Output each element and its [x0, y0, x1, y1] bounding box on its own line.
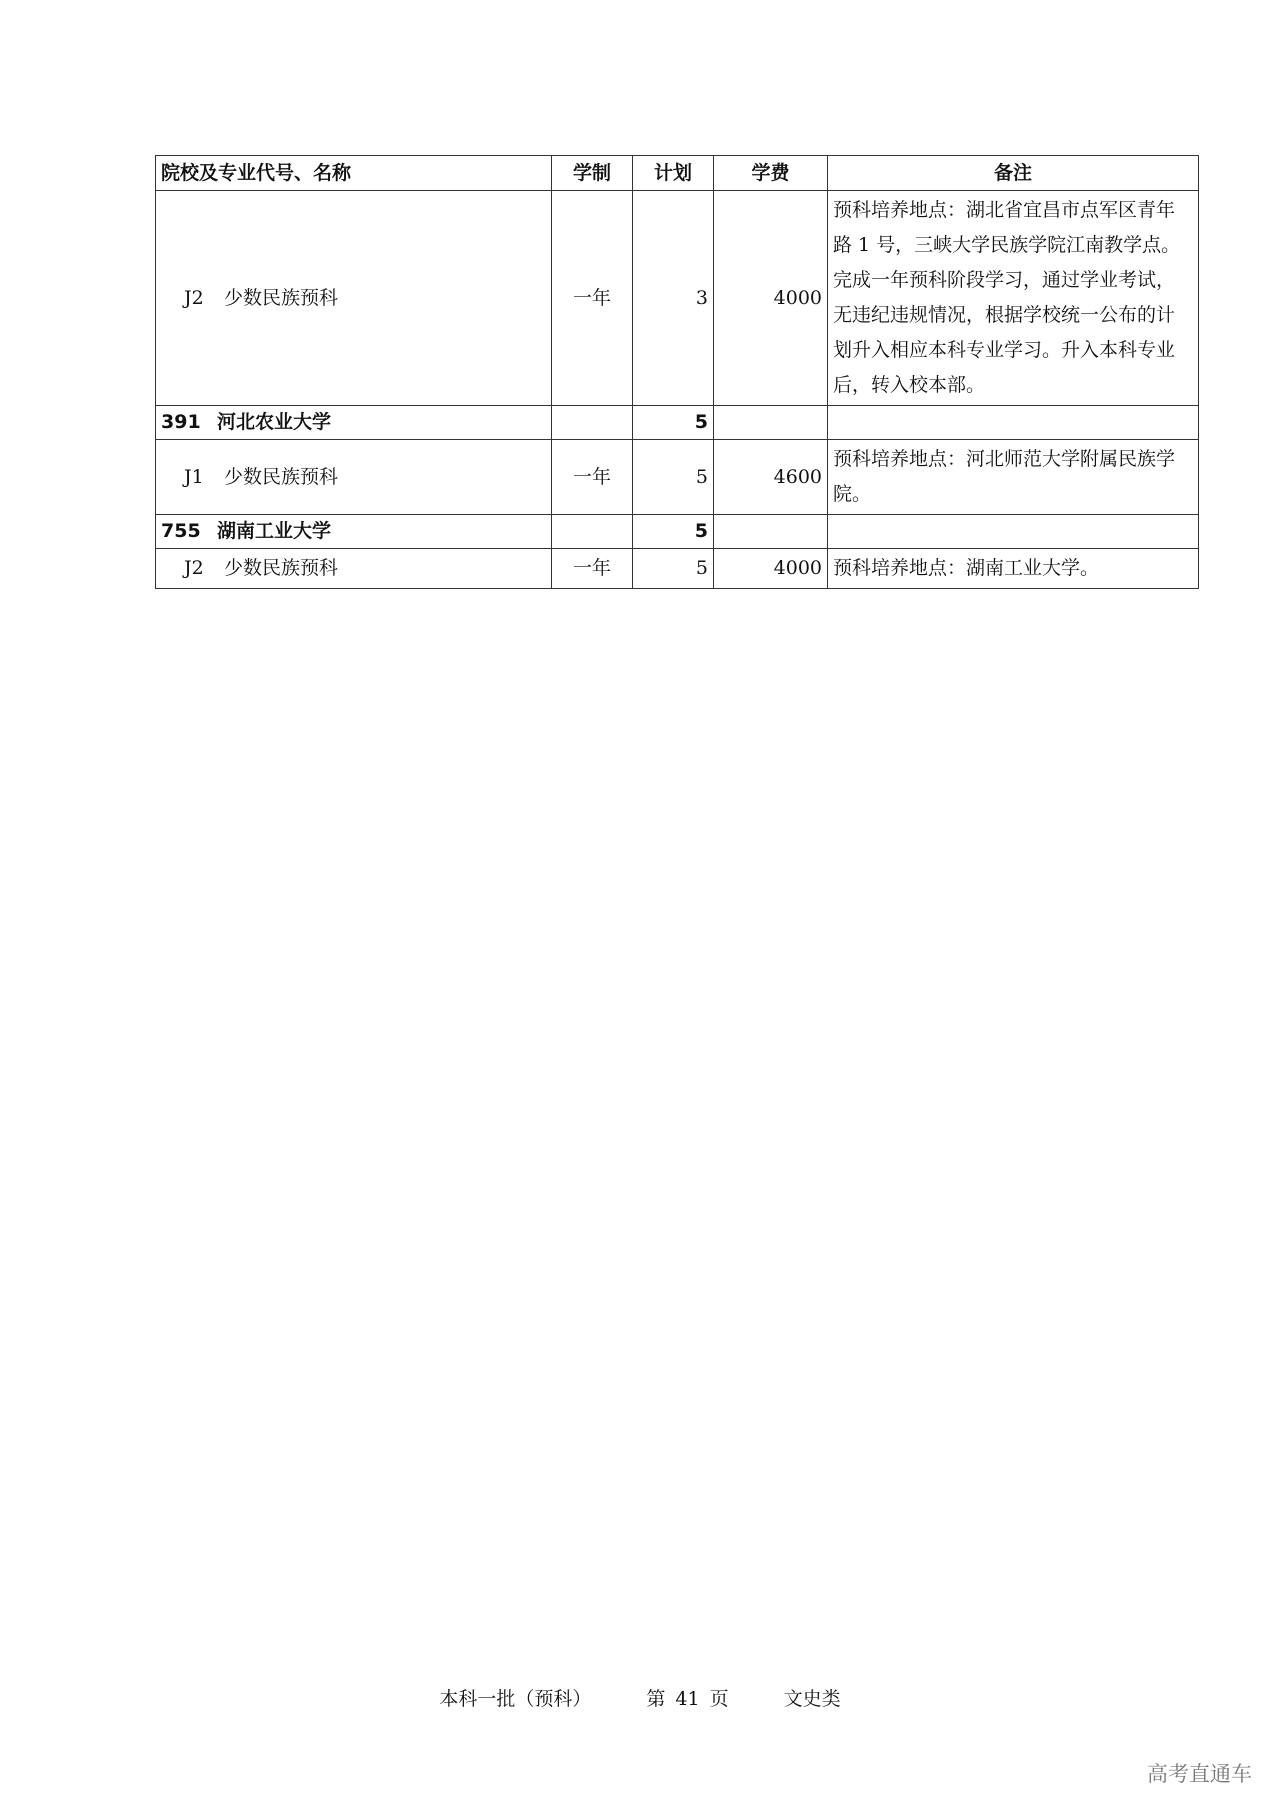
page-footer [0, 1684, 1280, 1711]
note-cell: 预科培养地点：湖南工业大学。 [828, 549, 1199, 589]
header-note: 备注 [828, 156, 1199, 191]
tuition-cell [714, 406, 828, 440]
note-cell: 预科培养地点：河北师范大学附属民族学院。 [828, 440, 1199, 515]
plan-cell: 5 [633, 440, 714, 515]
footer-page-prefix: 第 [646, 1688, 666, 1710]
school-name: 湖南工业大学 [217, 520, 332, 542]
school-name: 河北农业大学 [217, 411, 332, 433]
plan-cell: 5 [633, 515, 714, 549]
major-code: J2 [184, 557, 204, 579]
school-cell [156, 406, 552, 440]
plan-cell: 5 [633, 549, 714, 589]
table-header-row [156, 156, 1199, 191]
school-row [156, 515, 1199, 549]
table-row [156, 549, 1199, 589]
note-cell [828, 406, 1199, 440]
note-cell [828, 515, 1199, 549]
duration-cell: 一年 [552, 191, 633, 406]
header-name: 院校及专业代号、名称 [156, 156, 552, 191]
duration-cell: 一年 [552, 440, 633, 515]
header-tuition: 学费 [714, 156, 828, 191]
major-cell [156, 440, 552, 515]
major-name: 少数民族预科 [224, 557, 339, 579]
watermark: 高考直通车 [1147, 1762, 1252, 1786]
footer-page-suffix: 页 [709, 1688, 729, 1710]
major-cell [156, 549, 552, 589]
major-name: 少数民族预科 [224, 465, 339, 488]
footer-batch: 本科一批（预科） [439, 1688, 592, 1710]
duration-cell [552, 515, 633, 549]
duration-cell: 一年 [552, 549, 633, 589]
school-code: 755 [161, 520, 201, 542]
major-cell [156, 191, 552, 406]
school-cell [156, 515, 552, 549]
table-row [156, 440, 1199, 515]
school-code: 391 [161, 411, 201, 433]
tuition-cell: 4600 [714, 440, 828, 515]
school-row [156, 406, 1199, 440]
major-name: 少数民族预科 [224, 286, 339, 309]
header-duration: 学制 [552, 156, 633, 191]
footer-page-number: 41 [675, 1688, 700, 1710]
major-code: J2 [184, 286, 204, 309]
admission-plan-table [155, 155, 1199, 589]
table-row [156, 191, 1199, 406]
tuition-cell: 4000 [714, 549, 828, 589]
duration-cell [552, 406, 633, 440]
tuition-cell: 4000 [714, 191, 828, 406]
plan-cell: 3 [633, 191, 714, 406]
header-plan: 计划 [633, 156, 714, 191]
tuition-cell [714, 515, 828, 549]
note-cell: 预科培养地点：湖北省宜昌市点军区青年路 1 号，三峡大学民族学院江南教学点。完成一年预科阶段学习，通过学业考试，无违纪违规情况，根据学校统一公布的计划升入相应本科专业学习。升入本科专业后，转入校本部。 [828, 191, 1199, 406]
footer-category: 文史类 [783, 1688, 841, 1710]
plan-cell: 5 [633, 406, 714, 440]
major-code: J1 [184, 465, 204, 488]
